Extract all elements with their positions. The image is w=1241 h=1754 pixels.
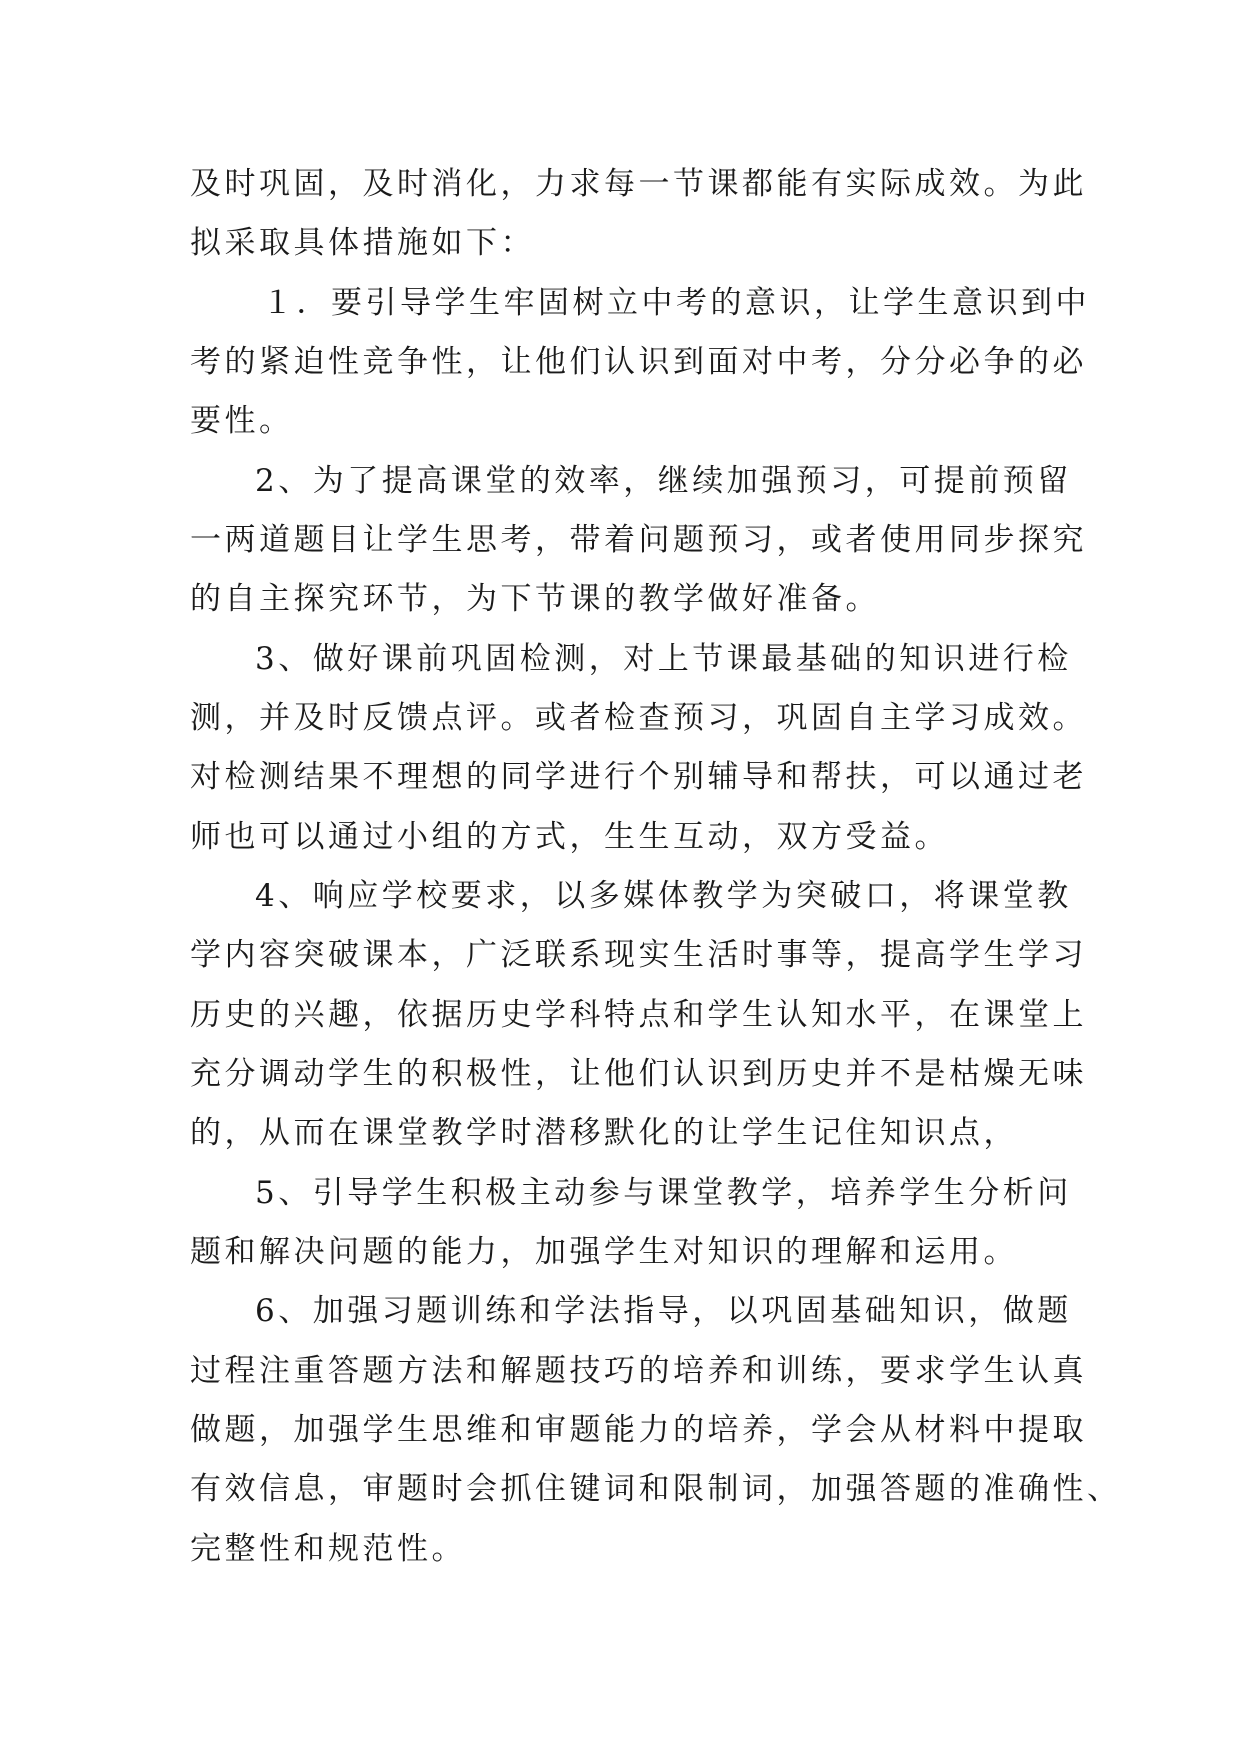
text-line: 测，并及时反馈点评。或者检查预习，巩固自主学习成效。 [190, 700, 1087, 736]
text-line: 的，从而在课堂教学时潜移默化的让学生记住知识点， [190, 1115, 1018, 1151]
text-line: 4、响应学校要求，以多媒体教学为突破口，将课堂教 [255, 878, 1072, 914]
text-line: 考的紧迫性竞争性，让他们认识到面对中考，分分必争的必 [190, 344, 1087, 380]
text-line: 过程注重答题方法和解题技巧的培养和训练，要求学生认真 [190, 1353, 1087, 1389]
text-line: 学内容突破课本，广泛联系现实生活时事等，提高学生学习 [190, 937, 1087, 973]
text-line: 要性。 [190, 403, 294, 439]
text-line: 拟采取具体措施如下： [190, 225, 535, 261]
text-line: １．要引导学生牢固树立中考的意识，让学生意识到中 [262, 285, 1090, 321]
text-line: 6、加强习题训练和学法指导，以巩固基础知识，做题 [255, 1293, 1072, 1329]
text-line: 5、引导学生积极主动参与课堂教学，培养学生分析问 [255, 1175, 1072, 1211]
text-line: 有效信息，审题时会抓住键词和限制词，加强答题的准确性、 [190, 1471, 1122, 1507]
text-line: 2、为了提高课堂的效率，继续加强预习，可提前预留 [255, 463, 1072, 499]
text-line: 历史的兴趣，依据历史学科特点和学生认知水平，在课堂上 [190, 997, 1087, 1033]
text-line: 的自主探究环节，为下节课的教学做好准备。 [190, 581, 880, 617]
text-line: 对检测结果不理想的同学进行个别辅导和帮扶，可以通过老 [190, 759, 1087, 795]
text-line: 3、做好课前巩固检测，对上节课最基础的知识进行检 [255, 641, 1072, 677]
text-line: 一两道题目让学生思考，带着问题预习，或者使用同步探究 [190, 522, 1087, 558]
text-line: 题和解决问题的能力，加强学生对知识的理解和运用。 [190, 1234, 1018, 1270]
text-line: 完整性和规范性。 [190, 1531, 466, 1567]
text-line: 及时巩固，及时消化，力求每一节课都能有实际成效。为此 [190, 166, 1087, 202]
text-line: 师也可以通过小组的方式，生生互动，双方受益。 [190, 819, 949, 855]
text-line: 做题，加强学生思维和审题能力的培养，学会从材料中提取 [190, 1412, 1087, 1448]
text-line: 充分调动学生的积极性，让他们认识到历史并不是枯燥无味 [190, 1056, 1087, 1092]
